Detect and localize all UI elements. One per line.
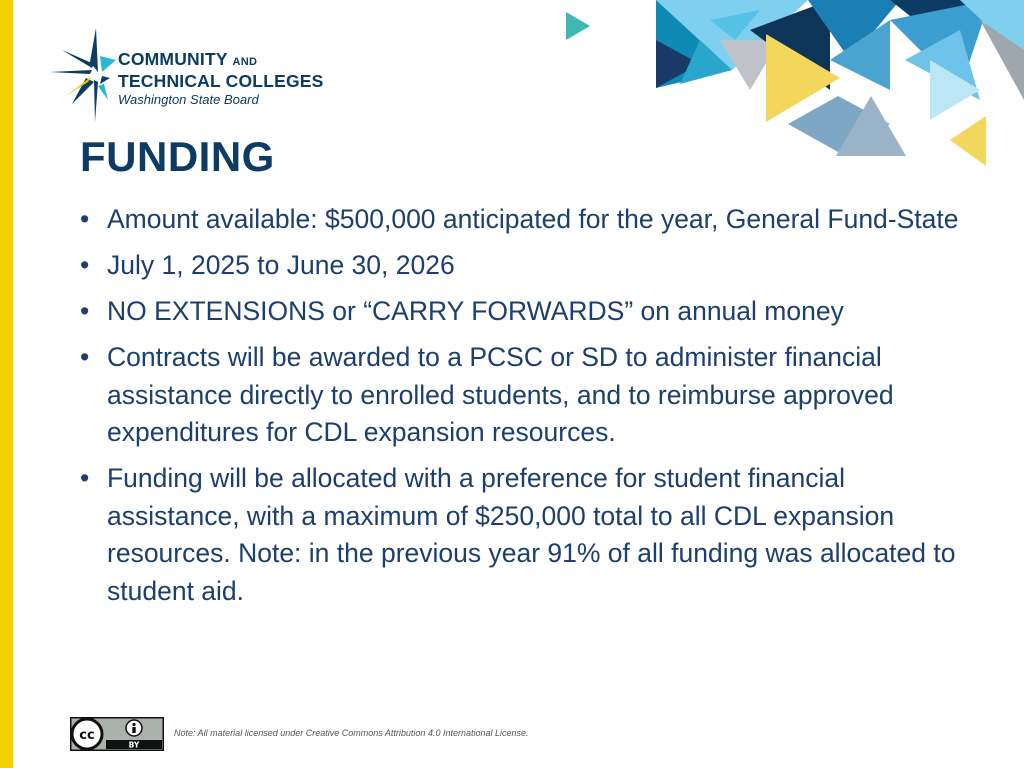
bullet-dot: • bbox=[80, 250, 90, 280]
bullet-item bbox=[80, 293, 980, 331]
logo-community: COMMUNITY bbox=[118, 49, 228, 69]
bullet-item bbox=[80, 460, 980, 610]
by-label: BY bbox=[128, 740, 140, 750]
logo-title-line1 bbox=[118, 50, 324, 72]
deco-tri-yellow-small bbox=[950, 116, 986, 166]
left-accent-bar bbox=[0, 0, 13, 768]
slide-title: FUNDING bbox=[80, 133, 275, 180]
ctc-logo bbox=[48, 26, 348, 122]
cc-icon-label: cc bbox=[79, 728, 95, 743]
star-icon bbox=[48, 26, 118, 122]
logo-title-line2: TECHNICAL COLLEGES bbox=[118, 71, 324, 91]
bullet-text: Contracts will be awarded to a PCSC or SD to administer financial assistance directly to enrolled students, and to reimburse approved expenditures for CDL expansion resources. bbox=[107, 342, 894, 447]
license-note: Note: All material licensed under Creative Commons Attribution 4.0 International License. bbox=[174, 728, 529, 738]
bullet-text: Funding will be allocated with a preference for student financial assistance, with a maximum of $250,000 total to all CDL expansion resources. Note: in the previous year 91% of all funding was allocated to student aid. bbox=[107, 463, 956, 606]
bullet-item bbox=[80, 247, 980, 285]
bullet-text: July 1, 2025 to June 30, 2026 bbox=[107, 250, 455, 280]
decorative-triangles bbox=[560, 0, 1024, 180]
logo-text bbox=[118, 50, 324, 108]
teal-triangle-small bbox=[566, 12, 590, 40]
cc-by-license-badge bbox=[70, 717, 164, 751]
bullet-dot: • bbox=[80, 204, 90, 234]
logo-subtitle: Washington State Board bbox=[118, 92, 259, 107]
attribution-icon-body bbox=[132, 727, 135, 733]
logo-and: AND bbox=[232, 56, 258, 68]
bullet-dot: • bbox=[80, 296, 90, 326]
bullet-dot: • bbox=[80, 342, 90, 372]
bullet-text: NO EXTENSIONS or “CARRY FORWARDS” on annual money bbox=[107, 296, 844, 326]
bullet-dot: • bbox=[80, 463, 90, 493]
bullet-item bbox=[80, 201, 980, 239]
attribution-icon-head bbox=[132, 723, 135, 726]
bullet-item bbox=[80, 339, 980, 452]
bullet-list bbox=[80, 201, 980, 619]
bullet-text: Amount available: $500,000 anticipated for the year, General Fund-State bbox=[107, 204, 959, 234]
